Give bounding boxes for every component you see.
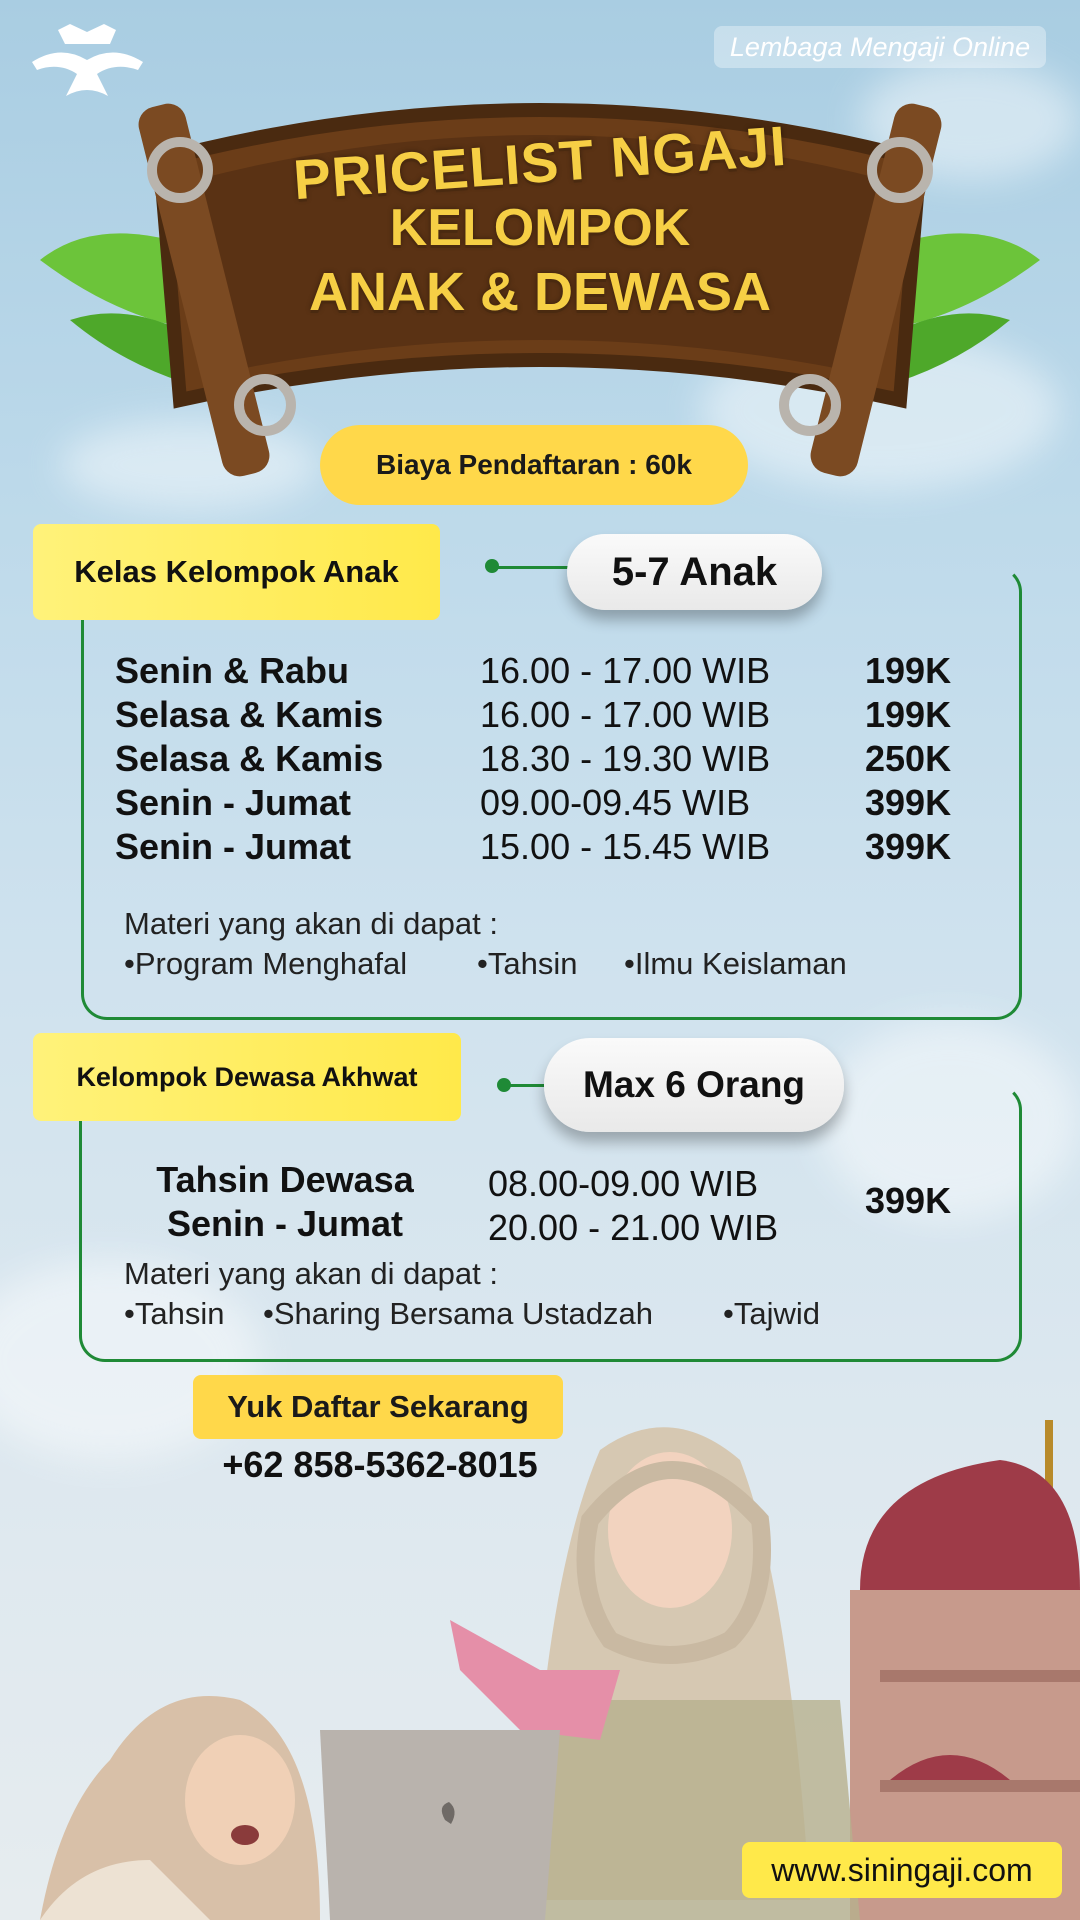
title-line-1: PRICELIST NGAJI [291, 113, 789, 212]
kelas-dewasa-capacity-badge: Max 6 Orang [544, 1038, 844, 1132]
phone-number[interactable]: +62 858-5362-8015 [222, 1444, 538, 1485]
materi-title: Materi yang akan di dapat : [124, 906, 498, 941]
schedule-day: Selasa & Kamis [115, 694, 384, 735]
connector-dot [497, 1078, 511, 1092]
schedule-price: 199K [865, 694, 952, 735]
schedule-row [115, 826, 965, 870]
schedule-row [115, 782, 965, 826]
schedule-price: 399K [865, 782, 952, 823]
page-title [230, 113, 850, 325]
registration-fee-badge: Biaya Pendaftaran : 60k [320, 425, 748, 505]
illustration [0, 1340, 1080, 1920]
tagline: Lembaga Mengaji Online [714, 26, 1046, 68]
schedule-time: 16.00 - 17.00 WIB [480, 650, 771, 691]
schedule-time: 15.00 - 15.45 WIB [480, 826, 771, 867]
website-link[interactable]: www.siningaji.com [742, 1842, 1062, 1898]
materi-title: Materi yang akan di dapat : [124, 1256, 498, 1291]
dewasa-program-name: Tahsin Dewasa [156, 1159, 414, 1200]
title-line-2: KELOMPOK [389, 199, 691, 257]
kelas-dewasa-label: Kelompok Dewasa Akhwat [33, 1033, 461, 1121]
schedule-day: Senin & Rabu [115, 650, 350, 691]
schedule-price: 399K [865, 826, 952, 867]
schedule-day: Senin - Jumat [115, 826, 352, 867]
register-cta[interactable]: Yuk Daftar Sekarang [193, 1375, 563, 1439]
schedule-day: Selasa & Kamis [115, 738, 384, 779]
schedule-time: 16.00 - 17.00 WIB [480, 694, 771, 735]
materi-item: •Program Menghafal [124, 946, 408, 981]
kelas-anak-capacity-badge: 5-7 Anak [567, 534, 822, 610]
materi-item: •Ilmu Keislaman [624, 946, 847, 981]
dewasa-time-2: 20.00 - 21.00 WIB [488, 1207, 779, 1248]
schedule-price: 199K [865, 650, 952, 691]
dewasa-times [488, 1162, 778, 1250]
dewasa-program [120, 1158, 450, 1246]
connector-dot [485, 559, 499, 573]
schedule-price: 250K [865, 738, 952, 779]
materi-item: •Sharing Bersama Ustadzah [263, 1296, 653, 1331]
schedule-time: 09.00-09.45 WIB [480, 782, 751, 823]
kelas-anak-label: Kelas Kelompok Anak [33, 524, 440, 620]
schedule-day: Senin - Jumat [115, 782, 352, 823]
materi-item: •Tajwid [723, 1296, 820, 1331]
schedule-row [115, 694, 965, 738]
dewasa-time-1: 08.00-09.00 WIB [488, 1163, 759, 1204]
schedule-time: 18.30 - 19.30 WIB [480, 738, 771, 779]
dewasa-price: 399K [865, 1180, 952, 1221]
materi-item: •Tahsin [477, 946, 578, 981]
title-line-3: ANAK & DEWASA [308, 262, 771, 322]
dewasa-program-days: Senin - Jumat [166, 1203, 404, 1244]
schedule-row [115, 738, 965, 782]
schedule-row [115, 650, 965, 694]
materi-item: •Tahsin [124, 1296, 225, 1331]
